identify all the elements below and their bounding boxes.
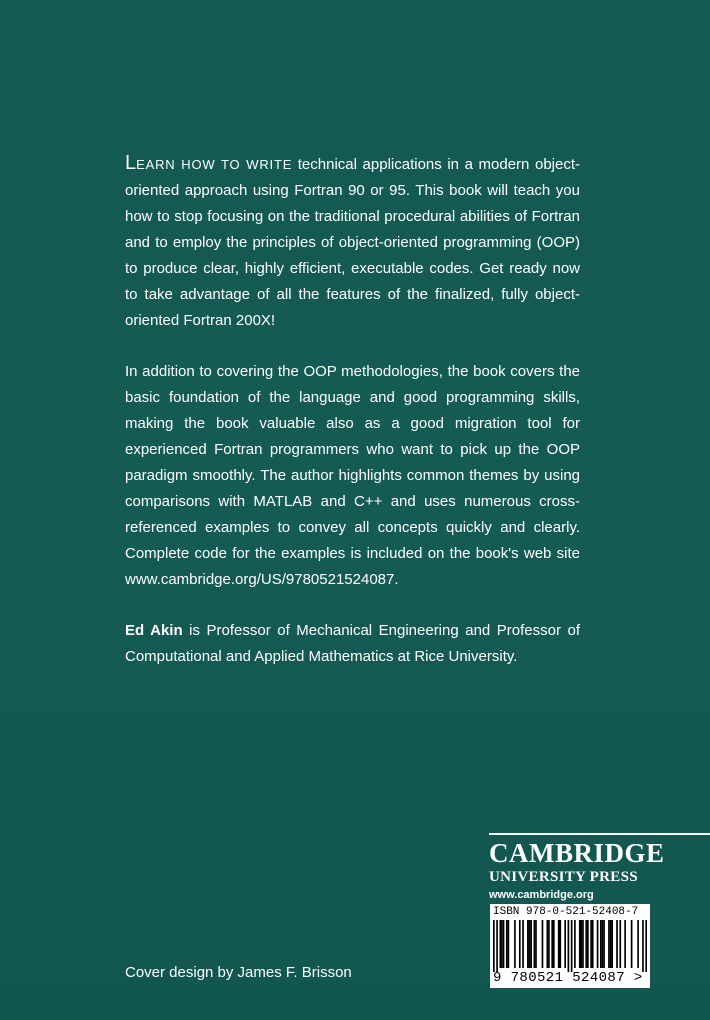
barcode-bar bbox=[642, 920, 644, 972]
barcode-bar bbox=[559, 920, 561, 968]
author-bio-text: is Professor of Mechanical Engineering and Professor of Computational and Applied Mathematics at Rice University. bbox=[125, 622, 580, 665]
barcode-bar bbox=[535, 920, 537, 968]
blurb-paragraph-1 bbox=[125, 150, 580, 334]
barcode-bar bbox=[608, 920, 610, 968]
barcode-bar bbox=[551, 920, 553, 968]
barcode-bar bbox=[501, 920, 503, 968]
barcode-bar bbox=[568, 920, 570, 972]
barcode-bar bbox=[503, 920, 505, 968]
barcode-bar bbox=[579, 920, 581, 968]
barcode-bar bbox=[553, 920, 555, 968]
barcode-bar bbox=[611, 920, 613, 968]
book-blurb bbox=[125, 150, 580, 695]
barcode-bar bbox=[631, 920, 633, 968]
barcode-digits: 9 780521 524087 > bbox=[493, 970, 643, 986]
barcode-bar bbox=[585, 920, 587, 968]
barcode-bar bbox=[530, 920, 532, 968]
publisher-subtitle: UNIVERSITY PRESS bbox=[489, 869, 638, 885]
barcode-bar bbox=[522, 920, 524, 968]
barcode-bar bbox=[619, 920, 621, 968]
blurb-paragraph-2: In addition to covering the OOP methodologies, the book covers the basic foundation of the language and good programming skills, making the book valuable also as a good migration tool for experienced Fortran programmers who want to pick up the OOP paradigm smoothly. The author highlights common themes by using comparisons with MATLAB and C++ and uses numerous cross-referenced examples to convey all concepts quickly and clearly. Complete code for the examples is included on the book's web site www.cambridge.org/US/9780521524087. bbox=[125, 363, 580, 588]
barcode-bar bbox=[496, 920, 498, 972]
barcode-bar bbox=[548, 920, 550, 968]
author-bio bbox=[125, 618, 580, 670]
barcode-bar bbox=[506, 920, 508, 968]
publisher-website: www.cambridge.org bbox=[489, 889, 594, 901]
barcode-bar bbox=[508, 920, 510, 968]
lead-in-smallcaps bbox=[125, 152, 293, 174]
cover-design-credit: Cover design by James F. Brisson bbox=[125, 964, 352, 981]
barcode-bar bbox=[624, 920, 626, 968]
barcode-bar bbox=[610, 920, 612, 968]
barcode-bar bbox=[534, 920, 536, 968]
barcode-bar bbox=[645, 920, 647, 972]
barcode-bar bbox=[603, 920, 605, 968]
barcode-bar bbox=[499, 920, 501, 968]
barcode-bar bbox=[574, 920, 576, 968]
blurb-paragraph-1-text: technical applications in a modern object-oriented approach using Fortran 90 or 95. This book will teach you how to stop focusing on the traditional procedural abilities of Fortran and to employ the principles of object-oriented programming (OOP) to produce clear, highly efficient, executable codes. Get ready now to take advantage of all the features of the finalized, fully object-oriented Fortran 200X! bbox=[125, 156, 580, 329]
lead-in-rest: EARN HOW TO WRITE bbox=[136, 157, 293, 172]
barcode-bar bbox=[514, 920, 516, 968]
barcode-bar bbox=[519, 920, 521, 968]
barcode-bar bbox=[587, 920, 589, 968]
barcode-bar bbox=[616, 920, 618, 968]
barcode-bar bbox=[493, 920, 495, 972]
barcode-bar bbox=[564, 920, 566, 968]
barcode-bar bbox=[597, 920, 599, 968]
barcode-bar bbox=[582, 920, 584, 968]
isbn-label: ISBN 978-0-521-52408-7 bbox=[493, 906, 639, 918]
barcode-bar bbox=[542, 920, 544, 968]
barcode-bar bbox=[529, 920, 531, 968]
barcode-bar bbox=[637, 920, 639, 968]
publisher-name: CAMBRIDGE bbox=[489, 838, 665, 868]
lead-in-initial: L bbox=[125, 152, 137, 174]
barcode-bar bbox=[571, 920, 573, 972]
publisher-rule bbox=[489, 833, 710, 835]
barcode-bar bbox=[602, 920, 604, 968]
isbn-barcode bbox=[490, 904, 650, 988]
barcode-bar bbox=[600, 920, 602, 968]
barcode-bar bbox=[558, 920, 560, 968]
publisher-logo bbox=[489, 838, 665, 904]
barcode-bar bbox=[590, 920, 592, 968]
author-name: Ed Akin bbox=[125, 622, 183, 639]
barcode-bar bbox=[592, 920, 594, 968]
barcode-bar bbox=[546, 920, 548, 968]
barcode-bars bbox=[493, 920, 647, 972]
barcode-bar bbox=[527, 920, 529, 968]
barcode-bar bbox=[581, 920, 583, 968]
